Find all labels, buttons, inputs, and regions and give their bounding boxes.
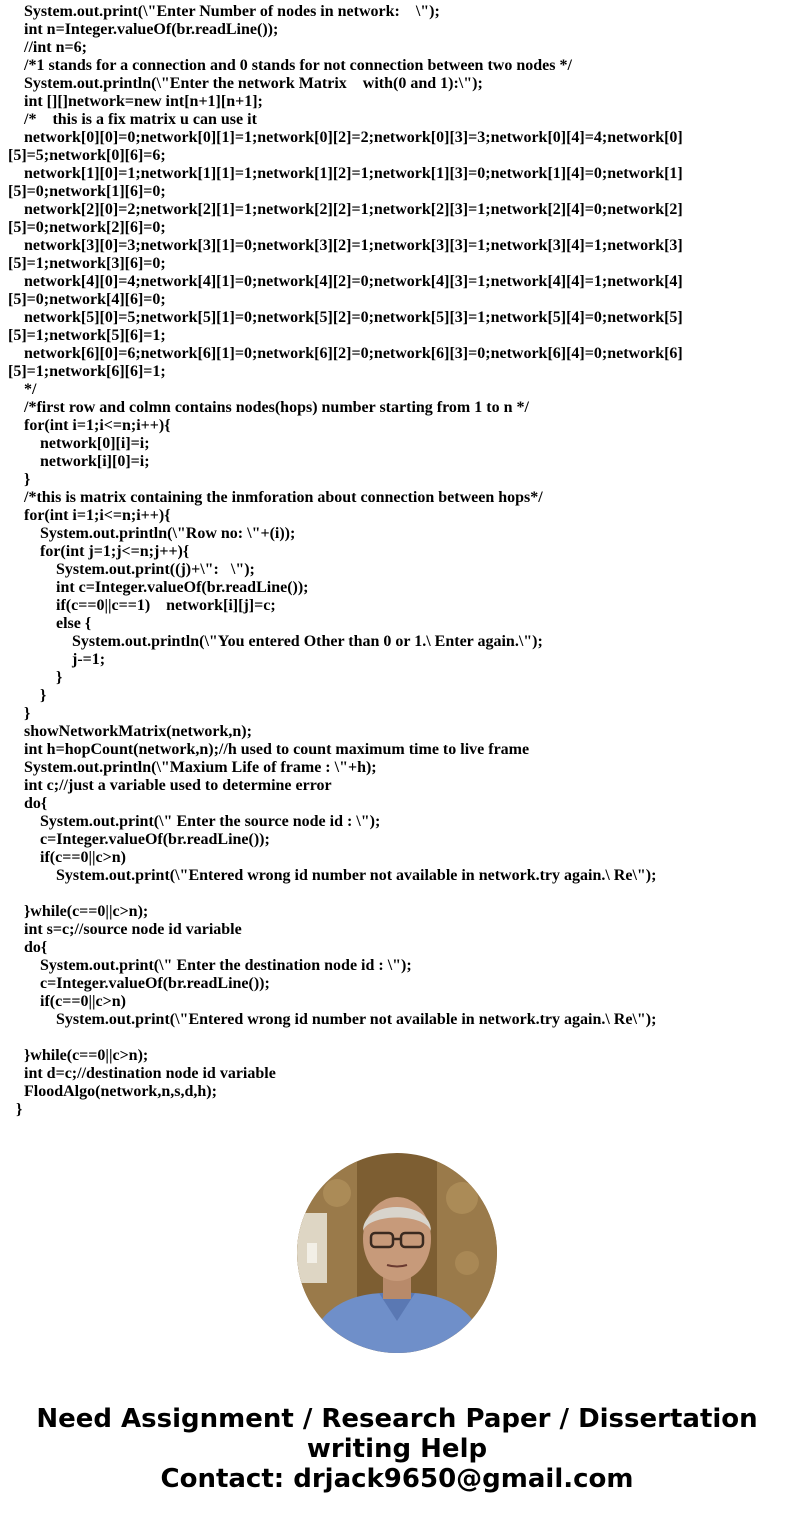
code-line: for(int j=1;j<=n;j++){ [8,543,190,560]
footer-banner [0,1404,794,1494]
code-listing [8,3,788,1119]
footer-contact: Contact: drjack9650@gmail.com [160,1464,634,1494]
code-line: System.out.print((j)+\": \"); [8,561,255,578]
code-line: */ [8,381,37,398]
code-line: for(int i=1;i<=n;i++){ [8,417,171,434]
code-line: [5]=5;network[0][6]=6; [8,147,166,164]
code-line: int s=c;//source node id variable [8,921,242,938]
code-line: }while(c==0||c>n); [8,903,149,920]
code-line: System.out.println(\"Row no: \"+(i)); [8,525,296,542]
code-line: int c;//just a variable used to determine error [8,777,332,794]
code-line: [5]=0;network[4][6]=0; [8,291,166,308]
code-line: System.out.println(\"Enter the network Matrix with(0 and 1):\"); [8,75,483,92]
code-line: /* this is a fix matrix u can use it [8,111,257,128]
code-line: int d=c;//destination node id variable [8,1065,276,1082]
code-line: [5]=1;network[3][6]=0; [8,255,166,272]
author-avatar [297,1153,497,1353]
code-line: /*first row and colmn contains nodes(hops) number starting from 1 to n */ [8,399,529,416]
code-line: network[0][i]=i; [8,435,150,452]
code-line [8,1029,788,1047]
code-line: System.out.print(\"Entered wrong id number not available in network.try again.\ Re\"); [8,867,657,884]
avatar-photo-icon [297,1153,497,1353]
code-line: network[0][0]=0;network[0][1]=1;network[0][2]=2;network[0][3]=3;network[0][4]=4;network[0] [8,129,683,146]
code-line: int [][]network=new int[n+1][n+1]; [8,93,263,110]
code-line: [5]=1;network[5][6]=1; [8,327,166,344]
footer-line-1: Need Assignment / Research Paper / Dissertation [36,1404,758,1434]
code-line: c=Integer.valueOf(br.readLine()); [8,831,270,848]
code-line: } [8,687,47,704]
code-line: do{ [8,795,48,812]
code-line: } [8,1101,23,1118]
code-line: [5]=0;network[2][6]=0; [8,219,166,236]
code-line: /*1 stands for a connection and 0 stands for not connection between two nodes */ [8,57,572,74]
code-line: j-=1; [8,651,106,668]
code-line: System.out.print(\"Entered wrong id number not available in network.try again.\ Re\"); [8,1011,657,1028]
code-line: [5]=1;network[6][6]=1; [8,363,166,380]
footer-line-2: writing Help [306,1434,488,1464]
code-line: showNetworkMatrix(network,n); [8,723,252,740]
code-line: c=Integer.valueOf(br.readLine()); [8,975,270,992]
code-line: System.out.println(\"You entered Other than 0 or 1.\ Enter again.\"); [8,633,543,650]
code-line: if(c==0||c>n) [8,993,126,1010]
code-line: if(c==0||c>n) [8,849,126,866]
code-line: network[i][0]=i; [8,453,150,470]
code-line: if(c==0||c==1) network[i][j]=c; [8,597,276,614]
code-line: network[5][0]=5;network[5][1]=0;network[5][2]=0;network[5][3]=1;network[5][4]=0;network[5] [8,309,683,326]
code-line: int h=hopCount(network,n);//h used to count maximum time to live frame [8,741,530,758]
code-line: System.out.print(\" Enter the source node id : \"); [8,813,381,830]
code-line: network[4][0]=4;network[4][1]=0;network[4][2]=0;network[4][3]=1;network[4][4]=1;network[4] [8,273,683,290]
code-line [8,885,788,903]
code-line: do{ [8,939,48,956]
code-line: System.out.print(\" Enter the destination node id : \"); [8,957,412,974]
code-line: int n=Integer.valueOf(br.readLine()); [8,21,279,38]
code-line: network[6][0]=6;network[6][1]=0;network[6][2]=0;network[6][3]=0;network[6][4]=0;network[6] [8,345,683,362]
code-line: int c=Integer.valueOf(br.readLine()); [8,579,309,596]
code-line: System.out.println(\"Maxium Life of frame : \"+h); [8,759,377,776]
code-line: network[2][0]=2;network[2][1]=1;network[2][2]=1;network[2][3]=1;network[2][4]=0;network[2] [8,201,683,218]
code-line: } [8,669,63,686]
code-line: //int n=6; [8,39,87,56]
code-line: else { [8,615,92,632]
code-line: }while(c==0||c>n); [8,1047,149,1064]
code-line: network[3][0]=3;network[3][1]=0;network[3][2]=1;network[3][3]=1;network[3][4]=1;network[3] [8,237,683,254]
code-line: /*this is matrix containing the inmforation about connection between hops*/ [8,489,543,506]
code-line: System.out.print(\"Enter Number of nodes in network: \"); [8,3,440,20]
code-line: for(int i=1;i<=n;i++){ [8,507,171,524]
code-line: FloodAlgo(network,n,s,d,h); [8,1083,217,1100]
code-line: [5]=0;network[1][6]=0; [8,183,166,200]
code-line: } [8,705,31,722]
code-line: } [8,471,31,488]
code-line: network[1][0]=1;network[1][1]=1;network[1][2]=1;network[1][3]=0;network[1][4]=0;network[1] [8,165,683,182]
